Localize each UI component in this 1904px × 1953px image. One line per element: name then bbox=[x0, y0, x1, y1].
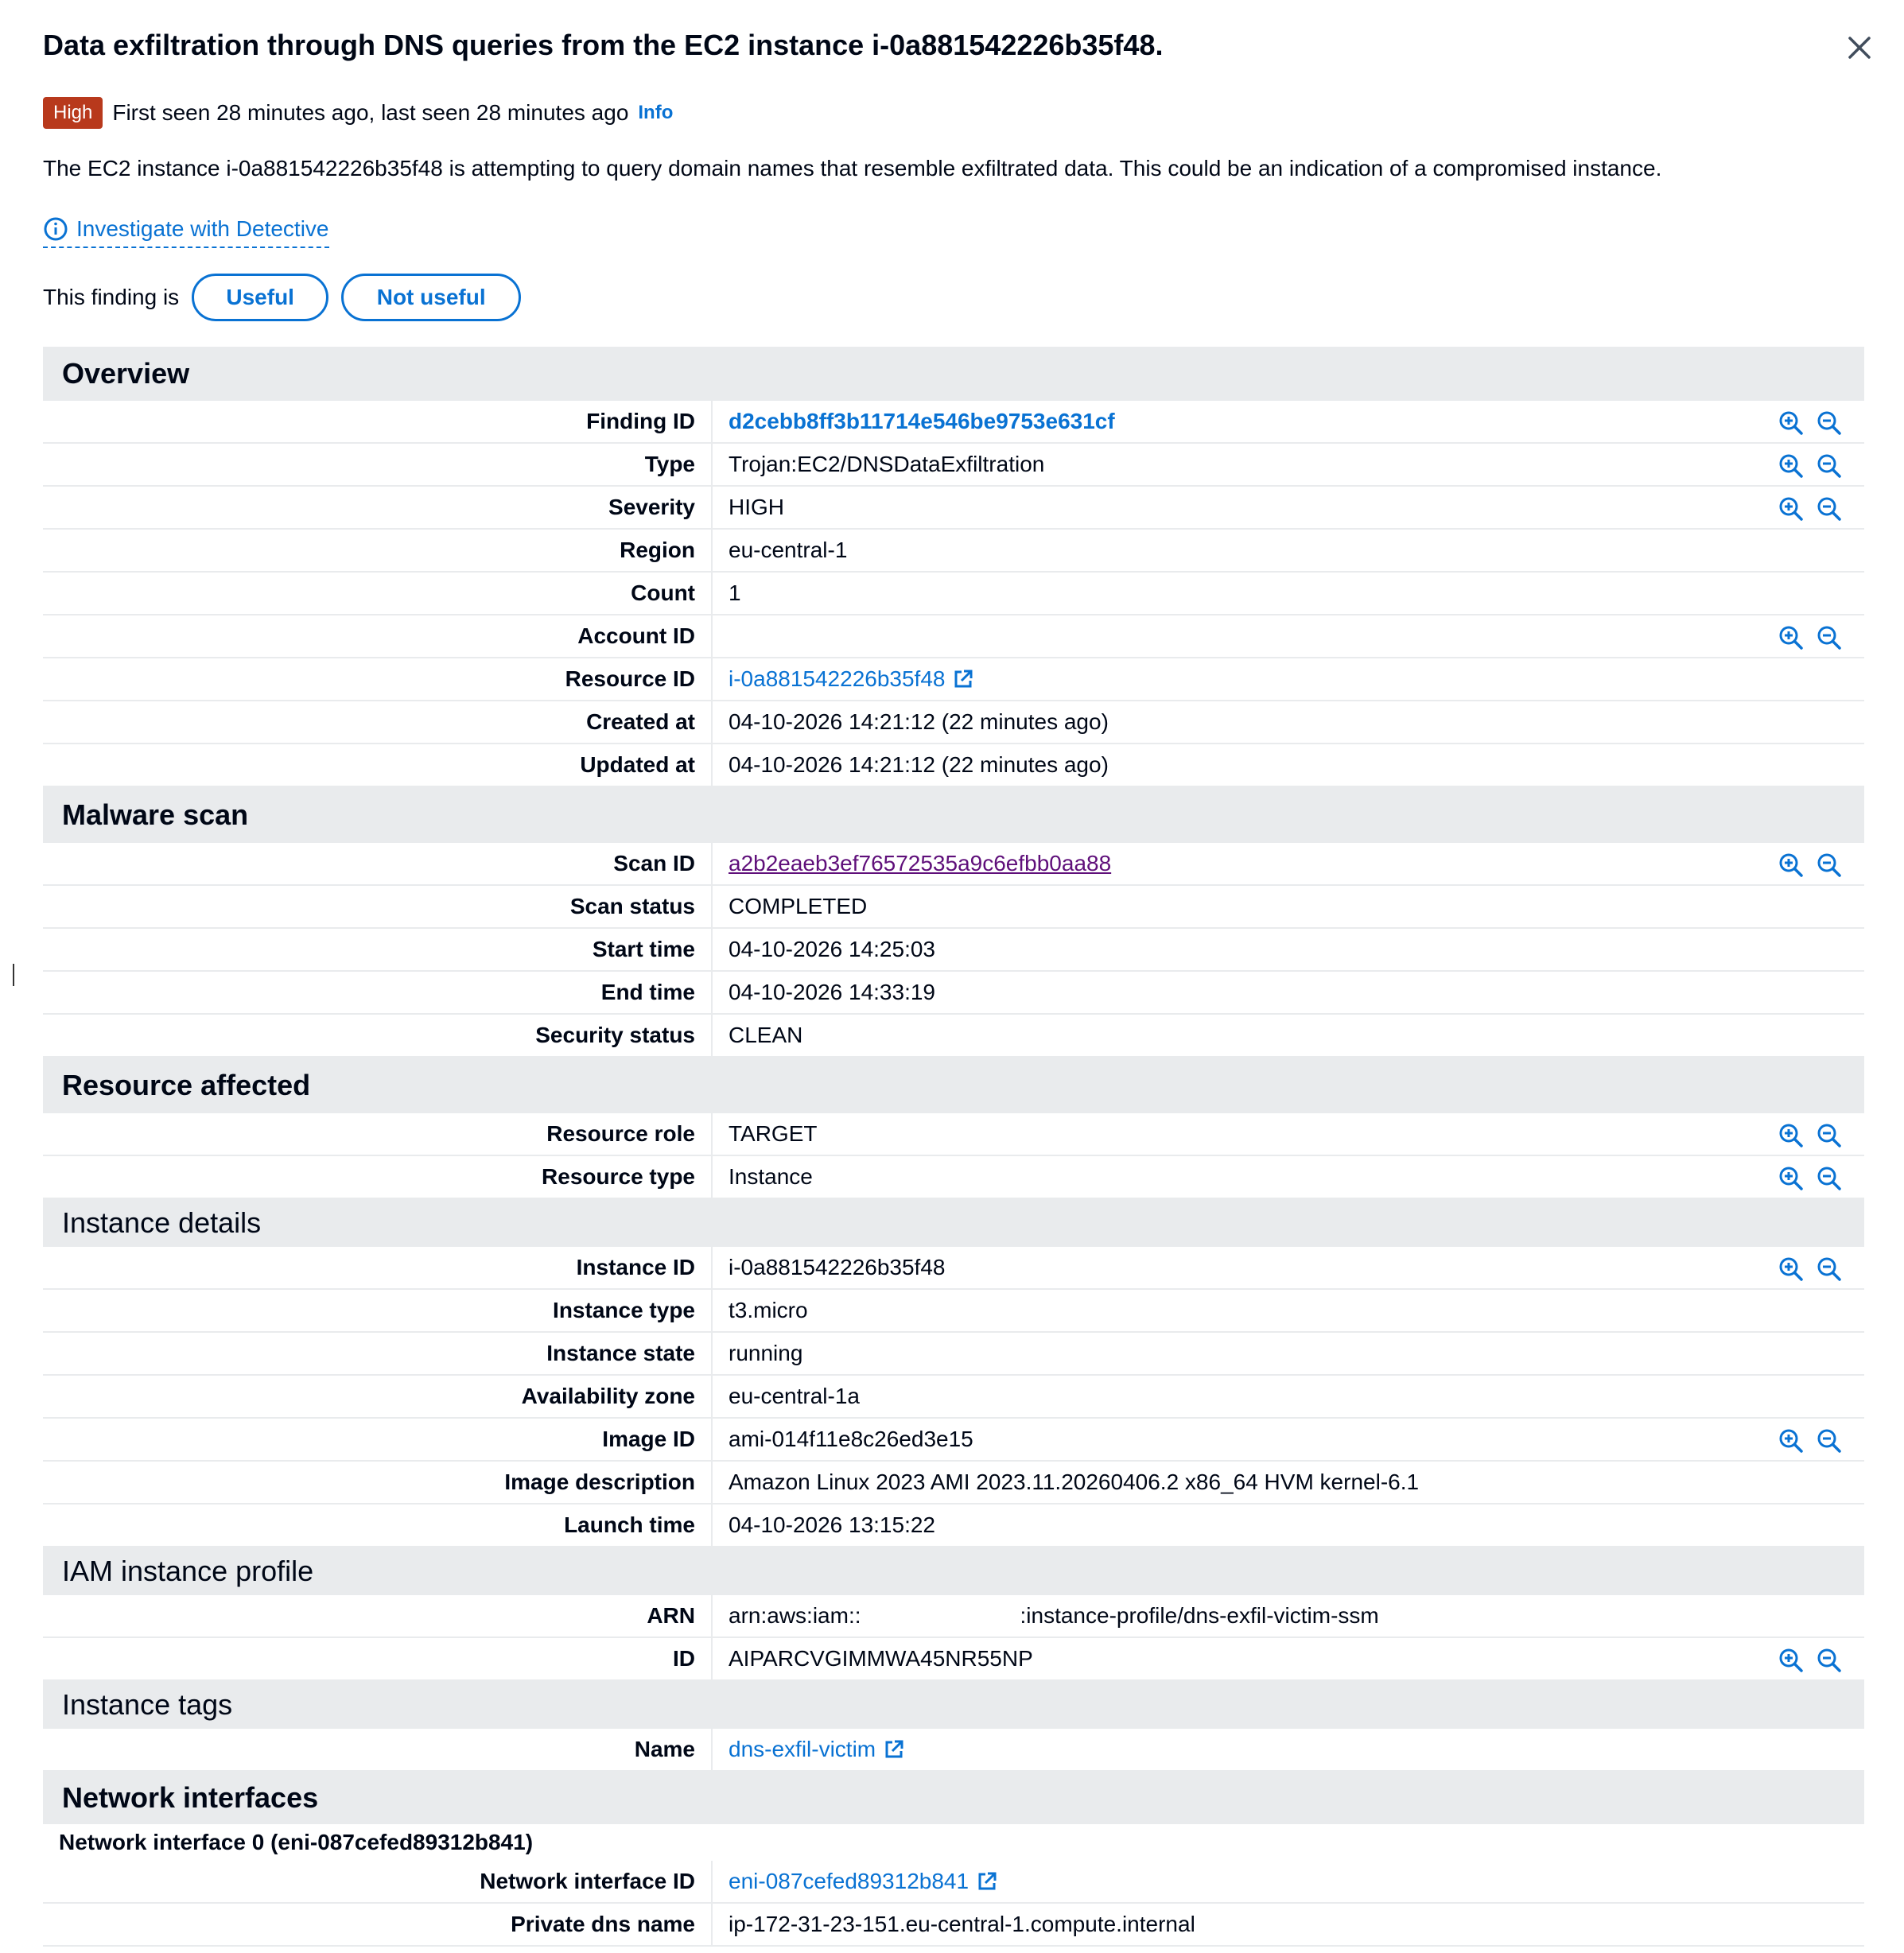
zoom-in-icon[interactable] bbox=[1778, 496, 1804, 522]
field-value: ami-014f11e8c26ed3e15 bbox=[729, 1427, 973, 1451]
field-value: 04-10-2026 14:25:03 bbox=[729, 937, 935, 961]
finding-description: The EC2 instance i-0a881542226b35f48 is attempting to query domain names that resemble exfiltrated data. This could be an indication of a compromised instance. bbox=[43, 156, 1662, 181]
row-network-interface-id bbox=[43, 1861, 1864, 1904]
field-value: eu-central-1a bbox=[729, 1384, 860, 1408]
field-label: Account ID bbox=[43, 615, 713, 657]
section-header-overview: Overview bbox=[43, 347, 1864, 401]
section-header-iam-instance-profile: IAM instance profile bbox=[43, 1547, 1864, 1595]
row-resource-type bbox=[43, 1156, 1864, 1199]
field-value: COMPLETED bbox=[729, 894, 868, 918]
zoom-in-icon[interactable] bbox=[1778, 1648, 1804, 1673]
row-account-id bbox=[43, 615, 1864, 658]
row-finding-id bbox=[43, 401, 1864, 444]
row-private-dns-name bbox=[43, 1904, 1864, 1947]
row-arn bbox=[43, 1595, 1864, 1638]
section-header-network-interfaces: Network interfaces bbox=[43, 1772, 1864, 1824]
row-image-description bbox=[43, 1462, 1864, 1505]
section-header-resource-affected: Resource affected bbox=[43, 1058, 1864, 1113]
field-value: Instance bbox=[729, 1164, 813, 1189]
row-instance-type bbox=[43, 1290, 1864, 1333]
field-label: Finding ID bbox=[43, 401, 713, 442]
field-label: Created at bbox=[43, 701, 713, 743]
zoom-in-icon[interactable] bbox=[1778, 1166, 1804, 1191]
field-label: Private dns name bbox=[43, 1904, 713, 1945]
field-value: Trojan:EC2/DNSDataExfiltration bbox=[729, 452, 1045, 476]
field-value: HIGH bbox=[729, 495, 784, 519]
row-instance-id bbox=[43, 1247, 1864, 1290]
field-label: Scan ID bbox=[43, 843, 713, 884]
zoom-in-icon[interactable] bbox=[1778, 1428, 1804, 1454]
close-button[interactable] bbox=[1842, 30, 1877, 65]
row-instance-state bbox=[43, 1333, 1864, 1376]
eni-id-link[interactable]: eni-087cefed89312b841 bbox=[729, 1869, 969, 1893]
not-useful-button[interactable]: Not useful bbox=[341, 274, 521, 321]
useful-button[interactable]: Useful bbox=[192, 274, 328, 321]
row-resource-role bbox=[43, 1113, 1864, 1156]
field-label: End time bbox=[43, 972, 713, 1013]
scan-id-link[interactable]: a2b2eaeb3ef76572535a9c6efbb0aa88 bbox=[729, 851, 1112, 876]
arn-prefix: arn:aws:iam:: bbox=[729, 1603, 861, 1628]
field-label: Scan status bbox=[43, 886, 713, 927]
row-scan-id bbox=[43, 843, 1864, 886]
row-updated-at bbox=[43, 744, 1864, 787]
field-value: 1 bbox=[729, 580, 741, 605]
field-value: eu-central-1 bbox=[729, 538, 848, 562]
field-label: ID bbox=[43, 1638, 713, 1679]
external-link-icon[interactable] bbox=[953, 669, 973, 689]
row-availability-zone bbox=[43, 1376, 1864, 1419]
zoom-in-icon[interactable] bbox=[1778, 852, 1804, 878]
row-end-time bbox=[43, 972, 1864, 1015]
close-icon bbox=[1848, 36, 1871, 60]
row-start-time bbox=[43, 929, 1864, 972]
tag-name-link[interactable]: dns-exfil-victim bbox=[729, 1737, 876, 1761]
field-label: Resource type bbox=[43, 1156, 713, 1198]
section-header-instance-tags: Instance tags bbox=[43, 1681, 1864, 1729]
investigate-with-detective-link[interactable] bbox=[43, 213, 329, 248]
field-value: 04-10-2026 14:21:12 (22 minutes ago) bbox=[729, 709, 1109, 734]
row-type bbox=[43, 444, 1864, 487]
zoom-out-icon[interactable] bbox=[1817, 453, 1842, 479]
row-region bbox=[43, 530, 1864, 573]
field-value: 04-10-2026 13:15:22 bbox=[729, 1512, 935, 1537]
field-value: 04-10-2026 14:21:12 (22 minutes ago) bbox=[729, 752, 1109, 777]
field-label: Availability zone bbox=[43, 1376, 713, 1417]
field-label: Resource role bbox=[43, 1113, 713, 1155]
info-link[interactable]: Info bbox=[638, 102, 674, 123]
finding-status-line bbox=[43, 97, 673, 129]
network-interface-subheader: Network interface 0 (eni-087cefed89312b841) bbox=[59, 1830, 534, 1854]
zoom-in-icon[interactable] bbox=[1778, 453, 1804, 479]
field-value: CLEAN bbox=[729, 1023, 803, 1047]
field-value: t3.micro bbox=[729, 1298, 808, 1322]
row-image-id bbox=[43, 1419, 1864, 1462]
field-value: TARGET bbox=[729, 1121, 818, 1146]
field-label: Image ID bbox=[43, 1419, 713, 1460]
zoom-out-icon[interactable] bbox=[1817, 852, 1842, 878]
row-tag-name bbox=[43, 1729, 1864, 1772]
zoom-in-icon[interactable] bbox=[1778, 625, 1804, 650]
field-label: Resource ID bbox=[43, 658, 713, 700]
zoom-out-icon[interactable] bbox=[1817, 1123, 1842, 1148]
field-value: i-0a881542226b35f48 bbox=[729, 1255, 946, 1279]
field-label: Type bbox=[43, 444, 713, 485]
text-cursor bbox=[13, 964, 14, 986]
field-label: Instance type bbox=[43, 1290, 713, 1331]
field-label: Count bbox=[43, 573, 713, 614]
external-link-icon[interactable] bbox=[884, 1739, 904, 1760]
field-label: Start time bbox=[43, 929, 713, 970]
field-value: running bbox=[729, 1341, 803, 1365]
finding-title: Data exfiltration through DNS queries from the EC2 instance i-0a881542226b35f48. bbox=[43, 29, 1164, 61]
row-security-status bbox=[43, 1015, 1864, 1058]
field-label: Name bbox=[43, 1729, 713, 1770]
zoom-in-icon[interactable] bbox=[1778, 1123, 1804, 1148]
zoom-out-icon[interactable] bbox=[1817, 1648, 1842, 1673]
row-severity bbox=[43, 487, 1864, 530]
field-label: Instance ID bbox=[43, 1247, 713, 1288]
field-value: AIPARCVGIMMWA45NR55NP bbox=[729, 1646, 1033, 1671]
external-link-icon[interactable] bbox=[977, 1871, 997, 1892]
field-value: 04-10-2026 14:33:19 bbox=[729, 980, 935, 1004]
row-count bbox=[43, 573, 1864, 615]
feedback-prefix: This finding is bbox=[43, 285, 180, 309]
finding-id-link[interactable]: d2cebb8ff3b11714e546be9753e631cf bbox=[729, 409, 1115, 433]
row-scan-status bbox=[43, 886, 1864, 929]
field-value: ip-172-31-23-151.eu-central-1.compute.internal bbox=[729, 1912, 1195, 1936]
field-label: ARN bbox=[43, 1595, 713, 1637]
row-iam-id bbox=[43, 1638, 1864, 1681]
section-header-instance-details: Instance details bbox=[43, 1199, 1864, 1247]
field-label: Instance state bbox=[43, 1333, 713, 1374]
field-label: Security status bbox=[43, 1015, 713, 1056]
row-resource-id bbox=[43, 658, 1864, 701]
zoom-out-icon[interactable] bbox=[1817, 1166, 1842, 1191]
row-created-at bbox=[43, 701, 1864, 744]
zoom-in-icon[interactable] bbox=[1778, 410, 1804, 436]
investigate-label: Investigate with Detective bbox=[76, 216, 329, 241]
resource-id-link[interactable]: i-0a881542226b35f48 bbox=[729, 666, 946, 691]
zoom-out-icon[interactable] bbox=[1817, 625, 1842, 650]
feedback-bar bbox=[43, 272, 534, 323]
info-circle-icon bbox=[43, 216, 68, 242]
severity-badge: High bbox=[43, 97, 103, 129]
zoom-out-icon[interactable] bbox=[1817, 496, 1842, 522]
field-label: Updated at bbox=[43, 744, 713, 786]
section-header-malware-scan: Malware scan bbox=[43, 787, 1864, 843]
field-label: Launch time bbox=[43, 1505, 713, 1546]
field-value: Amazon Linux 2023 AMI 2023.11.20260406.2 x86_64 HVM kernel-6.1 bbox=[729, 1470, 1420, 1494]
field-label: Network interface ID bbox=[43, 1861, 713, 1902]
zoom-out-icon[interactable] bbox=[1817, 410, 1842, 436]
zoom-out-icon[interactable] bbox=[1817, 1256, 1842, 1282]
zoom-in-icon[interactable] bbox=[1778, 1256, 1804, 1282]
seen-text: First seen 28 minutes ago, last seen 28 minutes ago bbox=[112, 100, 629, 125]
zoom-out-icon[interactable] bbox=[1817, 1428, 1842, 1454]
finding-sections bbox=[43, 347, 1864, 1947]
field-label: Region bbox=[43, 530, 713, 571]
field-label: Severity bbox=[43, 487, 713, 528]
row-launch-time bbox=[43, 1505, 1864, 1547]
field-label: Image description bbox=[43, 1462, 713, 1503]
arn-suffix: :instance-profile/dns-exfil-victim-ssm bbox=[1020, 1603, 1379, 1628]
